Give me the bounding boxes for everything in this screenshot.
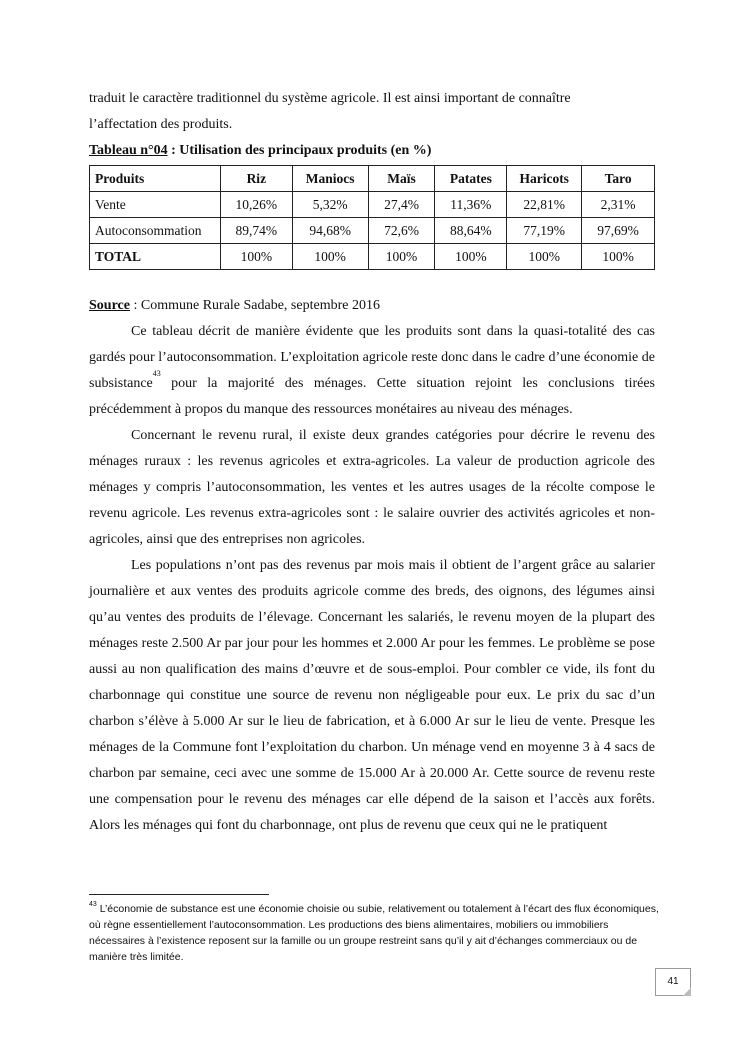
table-cell: 100% [368,244,435,270]
table-cell: 5,32% [292,192,368,218]
table-cell: 11,36% [435,192,507,218]
paragraph-1-part-2: pour la majorité des ménages. Cette situation rejoint les conclusions tirées précédemment à propos du manque des ressources monétaires au niveau des ménages. [89,376,655,417]
table-cell: 2,31% [582,192,655,218]
page-number-box [655,968,691,996]
paragraph-1 [89,319,655,423]
table-header-cell: Taro [582,166,655,192]
table-row [90,218,655,244]
table-header-cell: Patates [435,166,507,192]
table-cell: 94,68% [292,218,368,244]
source-label: Source [89,298,130,313]
footnote [89,901,659,965]
table-header-cell: Produits [90,166,221,192]
table-cell: 22,81% [507,192,582,218]
table-cell: 100% [582,244,655,270]
paragraph-2: Concernant le revenu rural, il existe deux grandes catégories pour décrire le revenu des ménages ruraux : les revenus agricoles et extra-agricoles. La valeur de production agricole des ménages y compris l’autoconsommation, les ventes et les autres usages de la récolte compose le revenu agricole. Les revenus extra-agricoles sont : le salaire ouvrier des activités agricoles et non-agricoles, ainsi que des entreprises non agricoles. [89,428,655,547]
paragraph-3: Les populations n’ont pas des revenus par mois mais il obtient de l’argent grâce au salarier journalière et aux ventes des produits agricole comme des breds, des oignons, des légumes ainsi qu’au ventes des produits de l’élevage. Concernant les salariés, le revenu moyen de la plupart des ménages reste 2.500 Ar par jour pour les hommes et 2.000 Ar pour les femmes. Le problème se pose aussi au non qualification des mains d’œuvre et de sous-emploi. Pour combler ce vide, ils font du charbonnage qui constitue une source de revenu non négligeable pour eux. Le prix du sac d’un charbon s’élève à 5.000 Ar sur le lieu de fabrication, et à 6.000 Ar sur le lieu de vente. Presque les ménages de la Commune font l’exploitation du charbon. Un ménage vend en moyenne 3 à 4 sacs de charbon par semaine, ceci avec une somme de 15.000 Ar à 20.000 Ar. Cette source de revenu reste une compensation pour le revenu des ménages car elle dépend de la saison et l’accès aux forêts. Alors les ménages qui font du charbonnage, ont plus de revenu que ceux qui ne le pratiquent [89,558,655,833]
intro-line-1: traduit le caractère traditionnel du système agricole. Il est ainsi important de connaître [89,91,571,106]
table-header-row [90,166,655,192]
table-cell: 72,6% [368,218,435,244]
table-cell: TOTAL [90,244,221,270]
products-usage-table [89,165,655,270]
page-number: 41 [667,976,679,987]
table-cell: 100% [292,244,368,270]
intro-line-2: l’affectation des produits. [89,117,233,132]
table-cell: Vente [90,192,221,218]
table-cell: 100% [507,244,582,270]
table-caption-title: : Utilisation des principaux produits (en %) [167,143,432,158]
footnote-separator [89,894,269,895]
table-header-cell: Maniocs [292,166,368,192]
paragraph-1-part-1: Ce tableau décrit de manière évidente que les produits sont dans la quasi-totalité des cas gardés pour l’autoconsommation. L’exploitation agricole reste donc dans le cadre d’une économie de subsistance [89,324,655,391]
table-header-cell: Maïs [368,166,435,192]
page-corner-fold-icon [683,988,691,996]
footnote-text: L’économie de substance est une économie choisie ou subie, relativement ou totalement à l’écart des flux économiques, où règne essentiellement l’autoconsommation. Les productions des biens alimentaires, mobiliers ou immobiliers nécessaires à l’existence reposent sur la famille ou un groupe restreint sans qu’il y ait d’échanges commerciaux ou de manière très limitée. [89,903,659,963]
table-row [90,192,655,218]
table-header-cell: Riz [220,166,292,192]
table-cell: 77,19% [507,218,582,244]
body-text [89,293,655,839]
table-cell: 10,26% [220,192,292,218]
table-cell: 27,4% [368,192,435,218]
table-cell: Autoconsommation [90,218,221,244]
footnote-reference[interactable]: 43 [152,369,161,378]
table-cell: 88,64% [435,218,507,244]
table-cell: 100% [220,244,292,270]
intro-text [89,86,655,164]
table-cell: 100% [435,244,507,270]
table-cell: 89,74% [220,218,292,244]
table-caption [89,138,655,164]
table-cell: 97,69% [582,218,655,244]
table-total-row [90,244,655,270]
footnote-number: 43 [89,901,97,908]
table-header-cell: Haricots [507,166,582,192]
source-text: : Commune Rurale Sadabe, septembre 2016 [129,298,380,313]
source-line [89,293,655,319]
table-caption-label: Tableau n°04 [89,143,168,158]
